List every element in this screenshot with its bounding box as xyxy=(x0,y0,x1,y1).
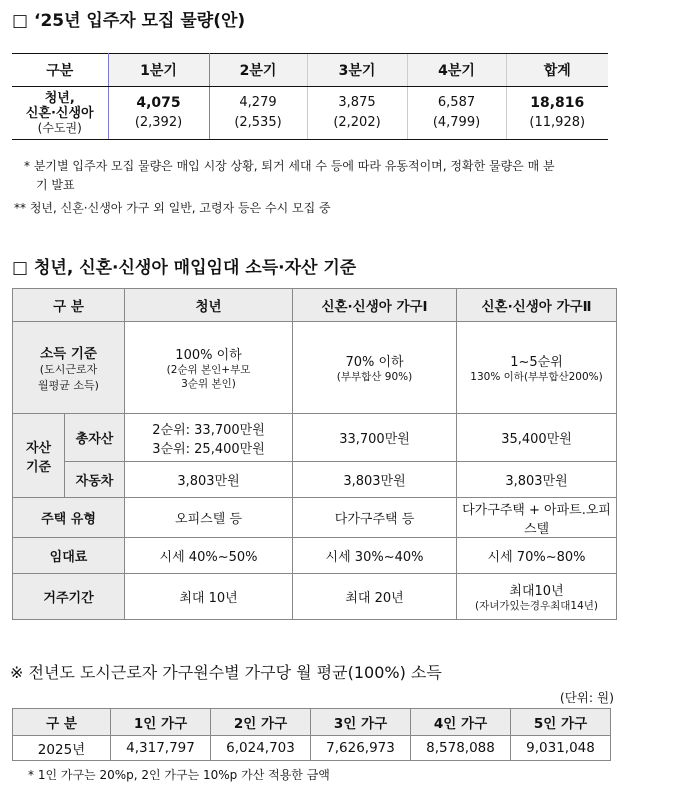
col-header-4-person: 4인 가구 xyxy=(411,709,511,736)
quarterly-supply-table xyxy=(12,53,608,140)
cell-residence-youth: 최대 10년 xyxy=(125,574,293,620)
row-label-housing: 주택 유형 xyxy=(13,498,125,538)
housing-nw2-line1: 다가구주택 + 아파트.오피 xyxy=(462,502,611,518)
col-header-q1: 1분기 xyxy=(108,54,209,87)
cell-car-newlywed-1: 3,803만원 xyxy=(293,462,457,498)
cell-total-newlywed-1: 33,700만원 xyxy=(293,414,457,462)
cell-total-youth xyxy=(125,414,293,462)
note-other-groups: ** 청년, 신혼·신생아 가구 외 일반, 고령자 등은 수시 모집 중 xyxy=(14,201,331,215)
col-header-category: 구 분 xyxy=(13,709,111,736)
col-header-category: 구분 xyxy=(12,54,108,87)
cell-q3 xyxy=(307,87,407,140)
cell-q1 xyxy=(108,87,209,140)
cell-income-youth xyxy=(125,322,293,414)
cell-residence-newlywed-1: 최대 20년 xyxy=(293,574,457,620)
housing-nw2-line2: 스텔 xyxy=(523,521,550,537)
cell-3-person: 7,626,973 xyxy=(311,736,411,761)
table-row xyxy=(13,462,617,498)
row-label-car: 자동차 xyxy=(65,462,125,498)
income-nw1-sub: (부부합산 90%) xyxy=(336,371,413,383)
eligibility-criteria-table xyxy=(12,288,617,620)
category-line2: 신혼·신생아 xyxy=(25,105,94,121)
row-label-total-assets: 총자산 xyxy=(65,414,125,462)
row-category xyxy=(12,87,108,140)
income-youth-main: 100% 이하 xyxy=(175,348,242,363)
row-label-residence: 거주기간 xyxy=(13,574,125,620)
section3-title: ※ 전년도 도시근로자 가구원수별 가구당 월 평균(100%) 소득 xyxy=(10,663,442,682)
row-label-income xyxy=(13,322,125,414)
row-label-year: 2025년 xyxy=(13,736,111,761)
value: 4,075 xyxy=(136,95,181,111)
section1-title: □ ‘25년 입주자 모집 물량(안) xyxy=(12,11,246,31)
cell-car-newlywed-2: 3,803만원 xyxy=(457,462,617,498)
col-header-q4: 4분기 xyxy=(407,54,506,87)
section2-title: □ 청년, 신혼·신생아 매입임대 소득·자산 기준 xyxy=(12,258,357,278)
category-line1: 청년, xyxy=(44,90,75,106)
value: 3,875 xyxy=(338,95,376,110)
table-row xyxy=(12,87,608,140)
table-row xyxy=(13,414,617,462)
asset-label-line1: 자산 xyxy=(25,440,52,456)
value: 6,587 xyxy=(437,95,476,110)
sub-value: (2,202) xyxy=(333,115,381,130)
cell-q4 xyxy=(407,87,506,140)
asset-label-line2: 기준 xyxy=(25,459,52,475)
unit-label: (단위: 원) xyxy=(559,690,614,705)
cell-housing-youth: 오피스텔 등 xyxy=(125,498,293,538)
col-header-youth: 청년 xyxy=(125,289,293,322)
cell-income-newlywed-2 xyxy=(457,322,617,414)
income-sub2: 월평균 소득) xyxy=(38,378,99,392)
cell-residence-newlywed-2 xyxy=(457,574,617,620)
income-nw2-main: 1~5순위 xyxy=(510,355,563,370)
cell-rent-newlywed-1: 시세 30%~40% xyxy=(293,538,457,574)
income-nw1-main: 70% 이하 xyxy=(345,355,404,370)
col-header-5-person: 5인 가구 xyxy=(511,709,611,736)
income-sub1: (도시근로자 xyxy=(39,362,98,376)
cell-5-person: 9,031,048 xyxy=(511,736,611,761)
income-youth-sub1: (2순위 본인+부모 xyxy=(166,364,251,376)
value: 4,279 xyxy=(239,95,277,110)
col-header-1-person: 1인 가구 xyxy=(111,709,211,736)
residence-nw2-line2: (자녀가있는경우최대14년) xyxy=(475,600,598,612)
cell-car-youth: 3,803만원 xyxy=(125,462,293,498)
col-header-newlywed-1: 신혼·신생아 가구Ⅰ xyxy=(293,289,457,322)
value: 18,816 xyxy=(530,95,585,111)
cell-housing-newlywed-1: 다가구주택 등 xyxy=(293,498,457,538)
sub-value: (4,799) xyxy=(432,115,481,130)
col-header-newlywed-2: 신혼·신생아 가구Ⅱ xyxy=(457,289,617,322)
cell-total-newlywed-2: 35,400만원 xyxy=(457,414,617,462)
sub-value: (11,928) xyxy=(529,115,586,130)
col-header-q2: 2분기 xyxy=(209,54,307,87)
cell-housing-newlywed-2 xyxy=(457,498,617,538)
cell-rent-youth: 시세 40%~50% xyxy=(125,538,293,574)
col-header-category: 구 분 xyxy=(13,289,125,322)
table-row xyxy=(13,736,611,761)
table-row xyxy=(13,574,617,620)
cell-income-newlywed-1 xyxy=(293,322,457,414)
table-row xyxy=(13,538,617,574)
income-table xyxy=(12,708,611,761)
col-header-q3: 3분기 xyxy=(307,54,407,87)
cell-4-person: 8,578,088 xyxy=(411,736,511,761)
note-quarterly xyxy=(24,157,616,195)
cell-total xyxy=(506,87,608,140)
col-header-3-person: 3인 가구 xyxy=(311,709,411,736)
sub-value: (2,392) xyxy=(134,115,183,130)
note-line1: * 분기별 입주자 모집 물량은 매입 시장 상황, 퇴거 세대 수 등에 따라 유동적이며, 정확한 물량은 매 분 xyxy=(24,159,555,173)
income-youth-sub2: 3순위 본인) xyxy=(181,378,236,390)
cell-2-person: 6,024,703 xyxy=(211,736,311,761)
sub-value: (2,535) xyxy=(234,115,282,130)
total-youth-line1: 2순위: 33,700만원 xyxy=(152,422,265,438)
income-label: 소득 기준 xyxy=(40,345,97,362)
note-income: * 1인 가구는 20%p, 2인 가구는 10%p 가산 적용한 금액 xyxy=(28,768,330,782)
total-youth-line2: 3순위: 25,400만원 xyxy=(152,441,265,457)
cell-1-person: 4,317,797 xyxy=(111,736,211,761)
table-row xyxy=(13,322,617,414)
cell-rent-newlywed-2: 시세 70%~80% xyxy=(457,538,617,574)
cell-q2 xyxy=(209,87,307,140)
table-row xyxy=(13,498,617,538)
col-header-2-person: 2인 가구 xyxy=(211,709,311,736)
residence-nw2-line1: 최대10년 xyxy=(509,584,564,599)
income-nw2-sub: 130% 이하(부부합산200%) xyxy=(470,371,603,383)
col-header-total: 합계 xyxy=(506,54,608,87)
row-label-asset xyxy=(13,414,65,498)
note-line2: 기 발표 xyxy=(36,178,75,192)
row-label-rent: 임대료 xyxy=(13,538,125,574)
category-line3: (수도권) xyxy=(37,120,82,135)
